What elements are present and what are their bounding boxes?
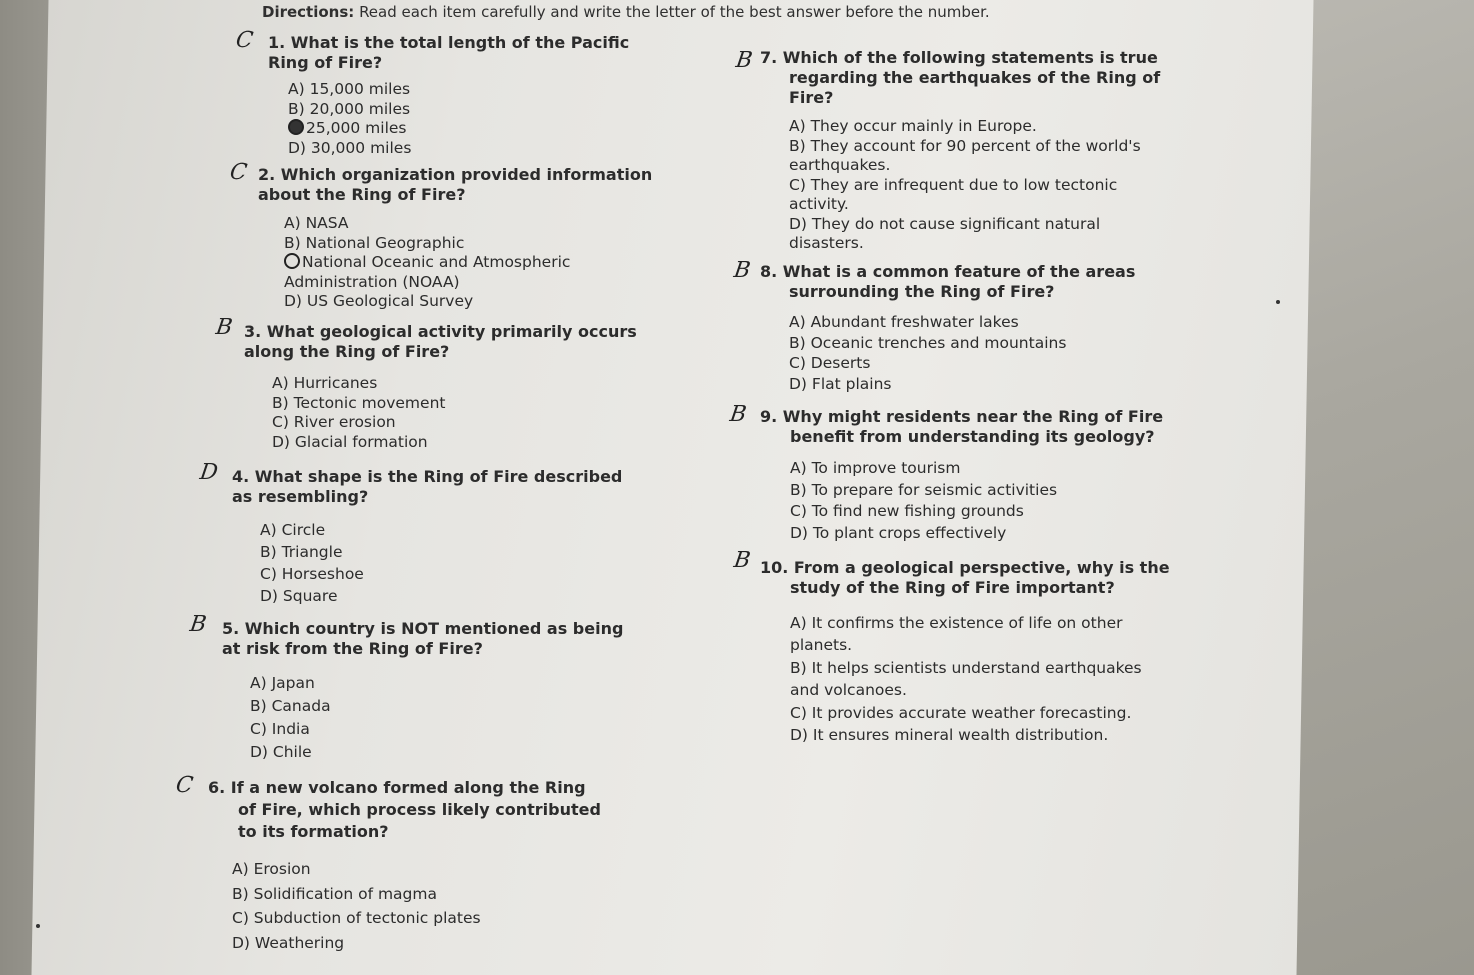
question-2 bbox=[258, 165, 652, 205]
question-stem: surrounding the Ring of Fire? bbox=[789, 282, 1055, 301]
question-stem: 3. What geological activity primarily occurs bbox=[244, 322, 637, 341]
question-4 bbox=[232, 467, 622, 507]
answer-q1: C bbox=[234, 28, 255, 53]
options-q4 bbox=[260, 519, 364, 607]
option-c-circled: National Oceanic and Atmospheric bbox=[284, 253, 570, 273]
option-c: C) They are infrequent due to low tectonic bbox=[789, 175, 1118, 194]
option-b-continued: and volcanoes. bbox=[790, 680, 907, 699]
question-stem: Ring of Fire? bbox=[268, 53, 383, 72]
option-d: D) They do not cause significant natural bbox=[789, 214, 1101, 233]
question-stem: 10. From a geological perspective, why is the bbox=[760, 558, 1170, 577]
option-d: D) US Geological Survey bbox=[284, 292, 474, 310]
question-3 bbox=[244, 322, 637, 362]
option-a: A) Erosion bbox=[232, 860, 311, 878]
option-b: B) Tectonic movement bbox=[272, 393, 446, 412]
option-c-continued: activity. bbox=[789, 195, 849, 213]
speck-mark bbox=[36, 924, 40, 928]
question-stem: 4. What shape is the Ring of Fire described bbox=[232, 467, 623, 486]
question-stem: 8. What is a common feature of the areas bbox=[760, 262, 1136, 281]
options-q10 bbox=[790, 613, 1142, 746]
option-d: D) Square bbox=[260, 587, 338, 605]
option-a: A) Japan bbox=[250, 674, 315, 692]
options-q8 bbox=[789, 312, 1066, 394]
option-d-continued: disasters. bbox=[789, 234, 864, 252]
option-b: B) Solidification of magma bbox=[232, 884, 437, 903]
answer-q2: C bbox=[228, 160, 249, 185]
option-a: A) To improve tourism bbox=[790, 459, 961, 477]
option-a: A) 15,000 miles bbox=[288, 80, 411, 98]
option-d: D) It ensures mineral wealth distribution. bbox=[790, 725, 1109, 744]
question-6 bbox=[208, 777, 601, 843]
question-5 bbox=[222, 619, 623, 659]
speck-mark bbox=[1276, 300, 1280, 304]
option-d: D) Weathering bbox=[232, 933, 345, 952]
answer-q4: D bbox=[198, 460, 220, 485]
options-q9 bbox=[790, 458, 1057, 544]
answer-q9: B bbox=[728, 402, 748, 427]
background-right bbox=[1294, 0, 1474, 975]
question-7 bbox=[760, 48, 1160, 108]
options-q7 bbox=[789, 117, 1141, 254]
option-b: B) They account for 90 percent of the world's bbox=[789, 136, 1141, 155]
directions bbox=[262, 3, 990, 21]
question-8 bbox=[760, 262, 1135, 302]
question-stem: study of the Ring of Fire important? bbox=[790, 578, 1115, 597]
option-c: C) Subduction of tectonic plates bbox=[232, 909, 481, 927]
question-stem: 9. Why might residents near the Ring of Fire bbox=[760, 407, 1164, 426]
options-q3 bbox=[272, 374, 445, 452]
option-c: C) Deserts bbox=[789, 354, 871, 372]
question-1 bbox=[268, 33, 629, 73]
options-q2 bbox=[284, 214, 570, 312]
option-b-continued: earthquakes. bbox=[789, 156, 891, 174]
question-10 bbox=[760, 558, 1170, 598]
option-b: B) Oceanic trenches and mountains bbox=[789, 333, 1067, 352]
option-c-continued: Administration (NOAA) bbox=[284, 272, 460, 291]
question-stem: along the Ring of Fire? bbox=[244, 342, 450, 361]
question-stem: of Fire, which process likely contributed bbox=[238, 800, 601, 819]
option-a: A) They occur mainly in Europe. bbox=[789, 117, 1037, 135]
option-a: A) NASA bbox=[284, 214, 349, 232]
option-b: B) It helps scientists understand earthquakes bbox=[790, 659, 1142, 677]
option-a: A) Circle bbox=[260, 521, 326, 539]
question-stem: as resembling? bbox=[232, 487, 369, 506]
option-d: D) Glacial formation bbox=[272, 432, 428, 451]
option-b: B) 20,000 miles bbox=[288, 99, 411, 118]
option-a: A) Abundant freshwater lakes bbox=[789, 313, 1019, 331]
question-stem: to its formation? bbox=[238, 822, 389, 841]
option-a: A) It confirms the existence of life on other bbox=[790, 614, 1123, 632]
circle-mark-icon bbox=[288, 119, 304, 135]
question-stem: about the Ring of Fire? bbox=[258, 185, 466, 204]
option-c: C) To find new fishing grounds bbox=[790, 502, 1024, 520]
question-9 bbox=[760, 407, 1163, 447]
options-q6 bbox=[232, 857, 481, 955]
option-b: B) Triangle bbox=[260, 543, 343, 561]
option-a-continued: planets. bbox=[790, 635, 853, 654]
option-d: D) To plant crops effectively bbox=[790, 523, 1007, 542]
answer-q7: B bbox=[734, 48, 754, 73]
options-q5 bbox=[250, 672, 331, 764]
circle-mark-icon bbox=[284, 253, 300, 269]
question-stem: regarding the earthquakes of the Ring of bbox=[789, 68, 1161, 87]
question-stem: at risk from the Ring of Fire? bbox=[222, 639, 483, 658]
option-d: D) Flat plains bbox=[789, 374, 892, 393]
option-c: C) It provides accurate weather forecasting. bbox=[790, 704, 1132, 722]
question-stem: benefit from understanding its geology? bbox=[790, 427, 1155, 446]
option-b: B) To prepare for seismic activities bbox=[790, 480, 1058, 499]
option-c: C) River erosion bbox=[272, 413, 396, 431]
option-d: D) 30,000 miles bbox=[288, 138, 412, 157]
option-c: C) India bbox=[250, 720, 310, 738]
option-d: D) Chile bbox=[250, 743, 312, 761]
option-b: B) Canada bbox=[250, 697, 331, 715]
option-a: A) Hurricanes bbox=[272, 374, 378, 392]
answer-q6: C bbox=[174, 773, 195, 798]
question-stem: 1. What is the total length of the Pacific bbox=[268, 33, 630, 52]
option-c: C) Horseshoe bbox=[260, 565, 364, 583]
question-stem: 5. Which country is NOT mentioned as being bbox=[222, 619, 624, 638]
option-b: B) National Geographic bbox=[284, 233, 465, 252]
answer-q10: B bbox=[732, 548, 752, 573]
answer-q5: B bbox=[188, 612, 208, 637]
question-stem: 7. Which of the following statements is true bbox=[760, 48, 1158, 67]
question-stem: 2. Which organization provided information bbox=[258, 165, 653, 184]
options-q1 bbox=[288, 80, 411, 158]
directions-text: Read each item carefully and write the letter of the best answer before the number. bbox=[359, 3, 990, 21]
directions-label: Directions: bbox=[262, 3, 355, 21]
question-stem: 6. If a new volcano formed along the Ring bbox=[208, 778, 586, 797]
option-c-circled: 25,000 miles bbox=[288, 119, 411, 139]
answer-q3: B bbox=[214, 315, 234, 340]
answer-q8: B bbox=[732, 258, 752, 283]
question-stem: Fire? bbox=[789, 88, 834, 107]
